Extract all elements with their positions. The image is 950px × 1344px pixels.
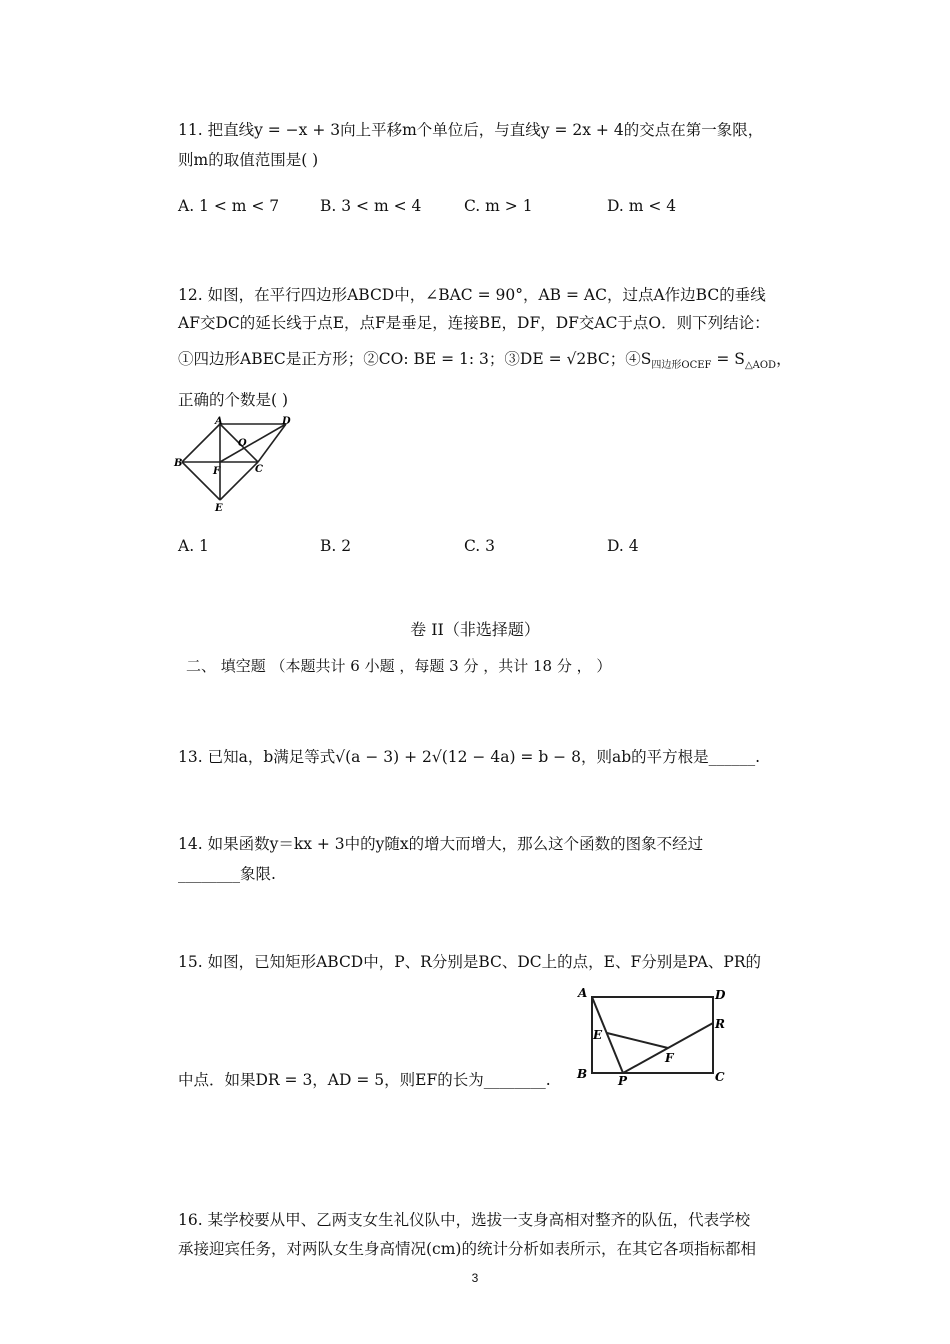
q11-option-b: B. 3 < m < 4 xyxy=(320,197,422,215)
q12-line3-text: ①四边形ABEC是正方形；②CO: BE = 1: 3；③DE = √2BC；④S xyxy=(178,350,652,368)
q12-line3-sub1: 四边形OCEF xyxy=(651,360,712,372)
q15-label-c: C xyxy=(715,1070,725,1084)
q11-option-c: C. m > 1 xyxy=(464,197,533,215)
q12-option-d: D. 4 xyxy=(607,537,639,555)
q12-line4: 正确的个数是( ) xyxy=(178,391,289,409)
q12-label-e: E xyxy=(215,503,223,514)
q12-line3-sub2: △AOD xyxy=(744,360,777,372)
q11-line1: 11. 把直线y = −x + 3向上平移m个单位后，与直线y = 2x + 4的交点在第一象限， xyxy=(178,121,764,139)
q12-label-d: D xyxy=(282,416,291,427)
q15-label-f: F xyxy=(665,1051,674,1065)
q15-label-e: E xyxy=(593,1028,603,1042)
q12-option-c: C. 3 xyxy=(464,537,496,555)
q13-line1: 13. 已知a，b满足等式√(a − 3) + 2√(12 − 4a) = b − 8，则ab的平方根是______. xyxy=(178,748,761,766)
q15-line1: 15. 如图，已知矩形ABCD中，P、R分别是BC、DC上的点，E、F分别是PA、PR的 xyxy=(178,953,762,971)
q12-label-a: A xyxy=(215,416,223,427)
q15-rectangle-figure xyxy=(574,984,734,1088)
q16-line1: 16. 某学校要从甲、乙两支女生礼仪队中，选拔一支身高相对整齐的队伍，代表学校 xyxy=(178,1211,751,1229)
q12-line3-eq: = S xyxy=(711,350,745,368)
q12-label-f: F xyxy=(213,466,221,477)
q15-label-b: B xyxy=(577,1067,588,1081)
q15-label-p: P xyxy=(618,1074,628,1088)
q11-option-a: A. 1 < m < 7 xyxy=(178,197,280,215)
q12-option-b: B. 2 xyxy=(320,537,352,555)
q12-option-a: A. 1 xyxy=(178,537,209,555)
q12-line3 xyxy=(178,350,792,372)
q11-line2: 则m的取值范围是( ) xyxy=(178,151,319,169)
q15-label-r: R xyxy=(715,1017,725,1031)
q14-line1: 14. 如果函数y＝kx + 3中的y随x的增大而增大，那么这个函数的图象不经过 xyxy=(178,835,704,853)
q12-line2: AF交DC的延长线于点E，点F是垂足，连接BE，DF，DF交AC于点O．则下列结论： xyxy=(178,314,770,332)
q12-label-o: O xyxy=(238,438,247,449)
q15-line2: 中点．如果DR = 3，AD = 5，则EF的长为________. xyxy=(178,1071,551,1089)
q14-line2: ________象限. xyxy=(178,865,276,883)
q11-option-d: D. m < 4 xyxy=(607,197,677,215)
section-title: 卷 II（非选择题） xyxy=(410,620,540,639)
q15-label-d: D xyxy=(715,988,726,1002)
q12-parallelogram-figure xyxy=(172,414,302,514)
section-subtitle: 二、 填空题 （本题共计 6 小题 ，每题 3 分 ，共计 18 分 ， ） xyxy=(186,657,612,675)
page-number: 3 xyxy=(471,1271,479,1285)
q12-line1: 12. 如图，在平行四边形ABCD中，∠BAC = 90°，AB = AC，过点A作边BC的垂线 xyxy=(178,286,766,304)
q12-label-c: C xyxy=(255,464,263,475)
q15-label-a: A xyxy=(578,986,588,1000)
q12-label-b: B xyxy=(174,458,183,469)
q16-line2: 承接迎宾任务，对两队女生身高情况(cm)的统计分析如表所示，在其它各项指标都相 xyxy=(178,1240,756,1258)
q12-line3-end: ， xyxy=(776,350,792,368)
